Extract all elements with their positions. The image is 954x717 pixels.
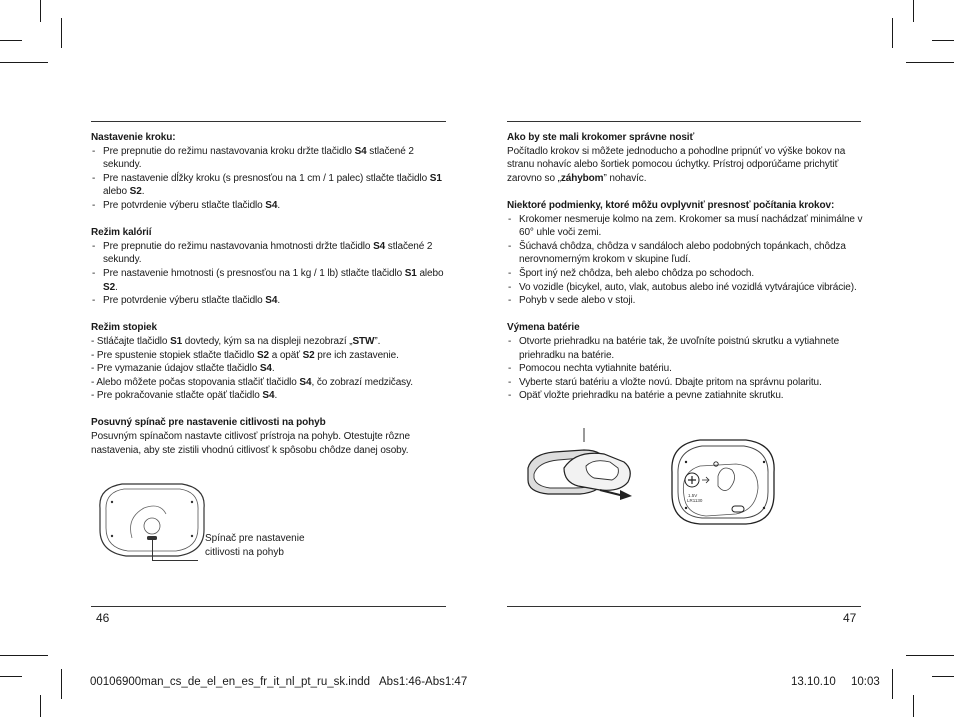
crop-mark: [906, 62, 954, 63]
bold-term: S4: [299, 376, 312, 388]
crop-mark: [0, 40, 22, 41]
footer-filename: 00106900man_cs_de_el_en_es_fr_it_nl_pt_ru_sk.indd Abs1:46-Abs1:47: [90, 676, 468, 688]
bold-term: S4: [265, 199, 278, 211]
switch-caption: [205, 532, 305, 560]
list-item: - Pomocou nechta vytiahnite batériu.: [507, 362, 863, 376]
page-number-right: 47: [843, 611, 857, 625]
text-line: - Alebo môžete počas stopovania stlačiť tlačidlo S4, čo zobrazí medzičasy.: [91, 376, 413, 388]
stopwatch-title: Režim stopiek: [91, 322, 157, 334]
bold-term: S2: [129, 186, 142, 198]
crop-mark: [913, 0, 914, 22]
crop-mark: [913, 695, 914, 717]
crop-mark: [932, 40, 954, 41]
list-item: - Pre potvrdenie výberu stlačte tlačidlo S4.: [91, 294, 447, 308]
list-item: - Otvorte priehradku na batérie tak, že uvoľníte poistnú skrutku a vytiahnete priehradku na batérie.: [507, 335, 863, 362]
battery-label-model: LR1130: [687, 498, 703, 503]
list-item: - Pre potvrdenie výberu stlačte tlačidlo S4.: [91, 199, 447, 213]
bold-term: S2: [256, 349, 270, 361]
wear-title: Ako by ste mali krokomer správne nosiť: [507, 132, 695, 143]
wear-body: Počítadlo krokov si môžete jednoducho a pohodlne pripnúť vo výške bokov na stranu nohavíc alebo šortiek pomocou úchytky. Prístroj odporúčame prichytiť zarovno so „záhybom” nohavíc.: [507, 145, 846, 184]
battery-location-illustration: [666, 436, 780, 528]
top-rule-right: [507, 121, 861, 122]
conditions-title: Niektoré podmienky, ktoré môžu ovplyvniť presnosť počítania krokov:: [507, 199, 835, 211]
text-line: - Stláčajte tlačidlo S1 dovtedy, kým sa na displeji nezobrazí „STW”.: [91, 335, 381, 347]
conditions-list: [507, 213, 863, 308]
battery-list: [507, 335, 863, 403]
footer-date: 13.10.10: [791, 676, 836, 688]
crop-mark: [892, 669, 893, 699]
caption-line-2: citlivosti na pohyb: [205, 547, 284, 558]
crop-mark: [892, 18, 893, 48]
crop-mark: [61, 669, 62, 699]
crop-mark: [40, 695, 41, 717]
top-rule-left: [91, 121, 446, 122]
callout-line-vertical: [152, 540, 153, 560]
bold-term: S4: [259, 363, 272, 375]
left-column: [91, 131, 447, 457]
crop-mark: [932, 676, 954, 677]
right-column: [507, 131, 863, 403]
crop-mark: [0, 676, 22, 677]
crop-mark: [0, 62, 48, 63]
list-item: - Pre prepnutie do režimu nastavovania hmotnosti držte tlačidlo S4 stlačené 2 sekundy.: [91, 240, 447, 267]
calories-title: Režim kalórií: [91, 227, 152, 239]
list-item: - Pohyb v sede alebo v stoji.: [507, 294, 863, 308]
battery-label-voltage: 1.5V: [688, 493, 698, 498]
battery-title: Výmena batérie: [507, 322, 580, 334]
step-title: Nastavenie kroku:: [91, 132, 176, 143]
bold-term: S2: [302, 349, 315, 361]
step-list: [91, 145, 447, 213]
text-line: - Pre spustenie stopiek stlačte tlačidlo S2 a opäť S2 pre ich zastavenie.: [91, 349, 399, 361]
bold-term: S4: [354, 145, 367, 157]
page-number-left: 46: [96, 611, 110, 625]
list-item: - Pre nastavenie hmotnosti (s presnosťou na 1 kg / 1 lb) stlačte tlačidlo S1 alebo S2.: [91, 267, 447, 294]
text-line: - Pre vymazanie údajov stlačte tlačidlo S4.: [91, 363, 275, 375]
bold-term: S1: [429, 172, 442, 184]
bold-term: záhybom: [560, 172, 604, 184]
crop-mark: [61, 18, 62, 48]
footer-time: 10:03: [851, 676, 880, 688]
list-item: - Opäť vložte priehradku na batérie a pevne zatiahnite skrutku.: [507, 389, 863, 403]
list-item: - Vo vozidle (bicykel, auto, vlak, autobus alebo iné vozidlá vytvárajúce vibrácie).: [507, 281, 863, 295]
crop-mark: [0, 655, 48, 656]
bottom-rule-left: [91, 606, 446, 607]
calories-list: [91, 240, 447, 308]
bold-term: S4: [262, 390, 275, 402]
bold-term: S2: [103, 281, 116, 293]
list-item: - Krokomer nesmeruje kolmo na zem. Krokomer sa musí nachádzať minimálne v 60° uhle voči zemi.: [507, 213, 863, 240]
sensor-title: Posuvný spínač pre nastavenie citlivosti na pohyb: [91, 417, 326, 429]
bold-term: S4: [265, 295, 278, 307]
list-item: - Šúchavá chôdza, chôdza v sandáloch alebo podobných topánkach, chôdza nerovnomerným krokom v skupine ľudí.: [507, 240, 863, 267]
text-line: - Pre pokračovanie stlačte opäť tlačidlo S4.: [91, 390, 278, 402]
list-item: - Pre nastavenie dĺžky kroku (s presnosťou na 1 cm / 1 palec) stlačte tlačidlo S1 alebo S2.: [91, 172, 447, 199]
callout-line-horizontal: [152, 560, 198, 561]
crop-mark: [906, 655, 954, 656]
bold-term: S1: [404, 267, 417, 279]
bold-term: STW: [352, 335, 375, 347]
bold-term: S1: [170, 335, 183, 347]
list-item: - Vyberte starú batériu a vložte novú. Dbajte pritom na správnu polaritu.: [507, 376, 863, 390]
crop-mark: [40, 0, 41, 22]
caption-line-1: Spínač pre nastavenie: [205, 533, 305, 544]
stopwatch-lines: [91, 335, 447, 403]
battery-compartment-removal-illustration: [524, 428, 640, 516]
sensor-body: Posuvným spínačom nastavte citlivosť prístroja na pohyb. Otestujte rôzne nastavenia, aby ste zistili vhodnú citlivosť k spôsobu chôdze danej osoby.: [91, 431, 410, 456]
bottom-rule-right: [507, 606, 861, 607]
list-item: - Pre prepnutie do režimu nastavovania kroku držte tlačidlo S4 stlačené 2 sekundy.: [91, 145, 447, 172]
list-item: - Šport iný než chôdza, beh alebo chôdza po schodoch.: [507, 267, 863, 281]
bold-term: S4: [373, 240, 386, 252]
